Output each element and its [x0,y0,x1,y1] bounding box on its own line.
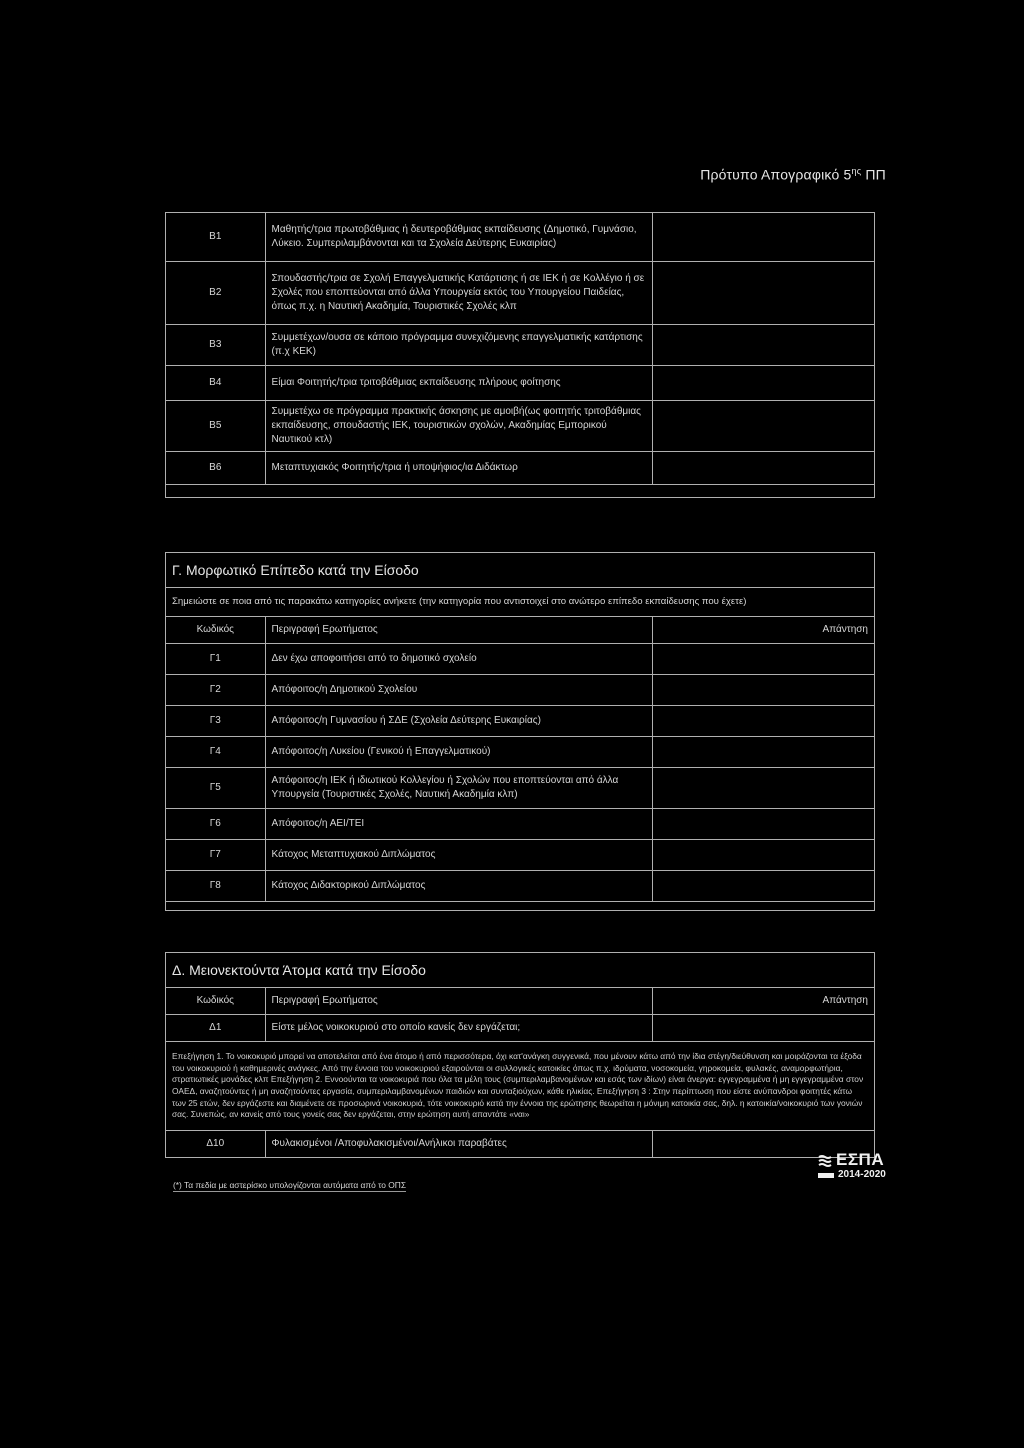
answer-cell[interactable] [652,452,874,485]
column-header-answer: Απάντηση [652,988,874,1015]
table-row [166,644,875,675]
column-header-code: Κωδικός [166,617,266,644]
answer-cell[interactable] [652,262,874,325]
table-row [166,452,875,485]
table-row [166,366,875,401]
section-note: Σημειώστε σε ποια από τις παρακάτω κατηγορίες ανήκετε (την κατηγορία που αντιστοιχεί στο ανώτερο επίπεδο εκπαίδευσης που έχετε) [166,588,875,617]
row-code: Β2 [166,262,266,325]
explanation-text: Επεξήγηση 1. Το νοικοκυριό μπορεί να αποτελείται από ένα άτομο ή από περισσότερα, όχι κατ'ανάγκη συγγενικά, που μένουν κάτω από την ίδια στέγη/διεύθυνση και μοιράζονται τα έξοδα του νοικοκυριού ή καθημερινές ανάγκες. Από την έννοια του νοικοκυριού εξαιρούνται οι συλλογικές κατοικίες όπως π.χ. ιδρύματα, νοσοκομεία, γηροκομεία, φυλακές, αναμορφωτήρια, στρατιωτικές μονάδες κλπ Επεξήγηση 2. Εννοούνται τα νοικοκυριά που όλα τα μέλη τους (συμπεριλαμβανομένων και εσάς των ιδίων) είναι άνεργα: εγγεγραμμένα ή μη εγγεγραμμένα στον ΟΑΕΔ, αναζητούντες ή μη αναζητούντες εργασία, συμπεριλαμβανομένων παιδιών και συνταξιούχων, κάθε ηλικίας. Επεξήγηση 3 : Στην περίπτωση που είστε ανύπανδροι φοιτητές κάτω των 25 ετών, δεν εργάζεστε και διαμένετε σε προσωρινά νοικοκυριά, τότε νοικοκυριό κατά την έννοια της ερώτησης θεωρείται η μόνιμη κατοικία σας, δηλ. η κατοικία/νοικοκυριό των γονιών σας. Συνεπώς, αν κανείς από τους γονείς σας δεν εργάζεται, στην ερώτηση αυτή απαντάτε «ναι» [166,1042,875,1131]
row-description: Συμμετέχω σε πρόγραμμα πρακτικής άσκησης με αμοιβή(ως φοιτητής τριτοβάθμιας εκπαίδευσης, σπουδαστής ΙΕΚ, τουριστικών σχολών, Ακαδημίας Εμπορικού Ναυτικού κτλ) [265,401,652,452]
answer-cell[interactable] [652,325,874,366]
header-title-main: Πρότυπο Απογραφικό 5 [700,166,852,183]
row-description: Απόφοιτος/η Γυμνασίου ή ΣΔΕ (Σχολεία Δεύτερης Ευκαιρίας) [265,706,652,737]
row-code: Γ5 [166,768,266,809]
column-header-answer: Απάντηση [652,617,874,644]
table-row [166,737,875,768]
row-description: Απόφοιτος/η Λυκείου (Γενικού ή Επαγγελματικού) [265,737,652,768]
row-description: Μαθητής/τρια πρωτοβάθμιας ή δευτεροβάθμιας εκπαίδευσης (Δημοτικό, Γυμνάσιο, Λύκειο. Συμπεριλαμβάνονται και τα Σχολεία Δεύτερης Ευκαιρίας) [265,213,652,262]
row-description: Είμαι Φοιτητής/τρια τριτοβάθμιας εκπαίδευσης πλήρους φοίτησης [265,366,652,401]
document-header-title [700,166,886,183]
header-title-tail: ΠΠ [861,166,886,183]
row-code: Β3 [166,325,266,366]
row-description: Φυλακισμένοι /Αποφυλακισμένοι/Ανήλικοι παραβάτες [265,1131,652,1158]
espa-logo-bar [818,1173,834,1178]
row-code: Β1 [166,213,266,262]
table-row [166,809,875,840]
table-row [166,262,875,325]
section-g-table [165,552,875,911]
row-code: Γ3 [166,706,266,737]
table-row [166,768,875,809]
column-header-description: Περιγραφή Ερωτήματος [265,617,652,644]
row-code: Γ4 [166,737,266,768]
row-description: Μεταπτυχιακός Φοιτητής/τρια ή υποψήφιος/ια Διδάκτωρ [265,452,652,485]
answer-cell[interactable] [652,213,874,262]
table-row [166,706,875,737]
espa-logo-years: 2014-2020 [838,1169,886,1180]
footnote: (*) Τα πεδία με αστερίσκο υπολογίζονται αυτόματα από το ΟΠΣ [173,1180,407,1190]
answer-cell[interactable] [652,840,874,871]
row-code: Γ8 [166,871,266,902]
answer-cell[interactable] [652,706,874,737]
espa-logo [816,1152,886,1184]
row-description: Απόφοιτος/η ΑΕΙ/ΤΕΙ [265,809,652,840]
table-row [166,871,875,902]
table-row [166,675,875,706]
espa-emblem-icon [818,1154,832,1168]
section-b-table [165,212,875,498]
row-code: Δ10 [166,1131,266,1158]
table-spacer-row [166,485,875,498]
section-title: Γ. Μορφωτικό Επίπεδο κατά την Είσοδο [166,553,875,588]
column-header-description: Περιγραφή Ερωτήματος [265,988,652,1015]
row-code: Γ6 [166,809,266,840]
row-description: Σπουδαστής/τρια σε Σχολή Επαγγελματικής Κατάρτισης ή σε ΙΕΚ ή σε Κολλέγιο ή σε Σχολές που εποπτεύονται από άλλα Υπουργεία εκτός του Υπουργείου Παιδείας, όπως π.χ. η Ναυτική Ακαδημία, Τουριστικές Σχολές κλπ [265,262,652,325]
answer-cell[interactable] [652,809,874,840]
row-code: Δ1 [166,1015,266,1042]
row-code: Γ1 [166,644,266,675]
table-row [166,1131,875,1158]
answer-cell[interactable] [652,644,874,675]
row-description: Δεν έχω αποφοιτήσει από το δημοτικό σχολείο [265,644,652,675]
table-header-row [166,988,875,1015]
column-header-code: Κωδικός [166,988,266,1015]
row-code: Γ7 [166,840,266,871]
answer-cell[interactable] [652,366,874,401]
answer-cell[interactable] [652,768,874,809]
row-description: Κάτοχος Διδακτορικού Διπλώματος [265,871,652,902]
table-spacer-row [166,902,875,911]
answer-cell[interactable] [652,737,874,768]
row-description: Κάτοχος Μεταπτυχιακού Διπλώματος [265,840,652,871]
row-code: Β4 [166,366,266,401]
row-description: Συμμετέχων/ουσα σε κάποιο πρόγραμμα συνεχιζόμενης επαγγελματικής κατάρτισης (π.χ ΚΕΚ) [265,325,652,366]
answer-cell[interactable] [652,871,874,902]
row-description: Απόφοιτος/η ΙΕΚ ή ιδιωτικού Κολλεγίου ή Σχολών που εποπτεύονται από άλλα Υπουργεία (Τουριστικές Σχολές, Ναυτική Ακαδημία κλπ) [265,768,652,809]
answer-cell[interactable] [652,401,874,452]
table-row [166,401,875,452]
espa-logo-word: ΕΣΠΑ [836,1150,885,1169]
table-row [166,213,875,262]
table-header-row [166,617,875,644]
section-d-table [165,952,875,1158]
table-row [166,840,875,871]
row-description: Απόφοιτος/η Δημοτικού Σχολείου [265,675,652,706]
row-description: Είστε μέλος νοικοκυριού στο οποίο κανείς δεν εργάζεται; [265,1015,652,1042]
row-code: Γ2 [166,675,266,706]
header-title-sup: ης [851,166,862,176]
row-code: Β5 [166,401,266,452]
table-row [166,325,875,366]
section-title: Δ. Μειονεκτούντα Άτομα κατά την Είσοδο [166,953,875,988]
answer-cell[interactable] [652,675,874,706]
row-code: Β6 [166,452,266,485]
answer-cell[interactable] [652,1015,874,1042]
table-row [166,1015,875,1042]
